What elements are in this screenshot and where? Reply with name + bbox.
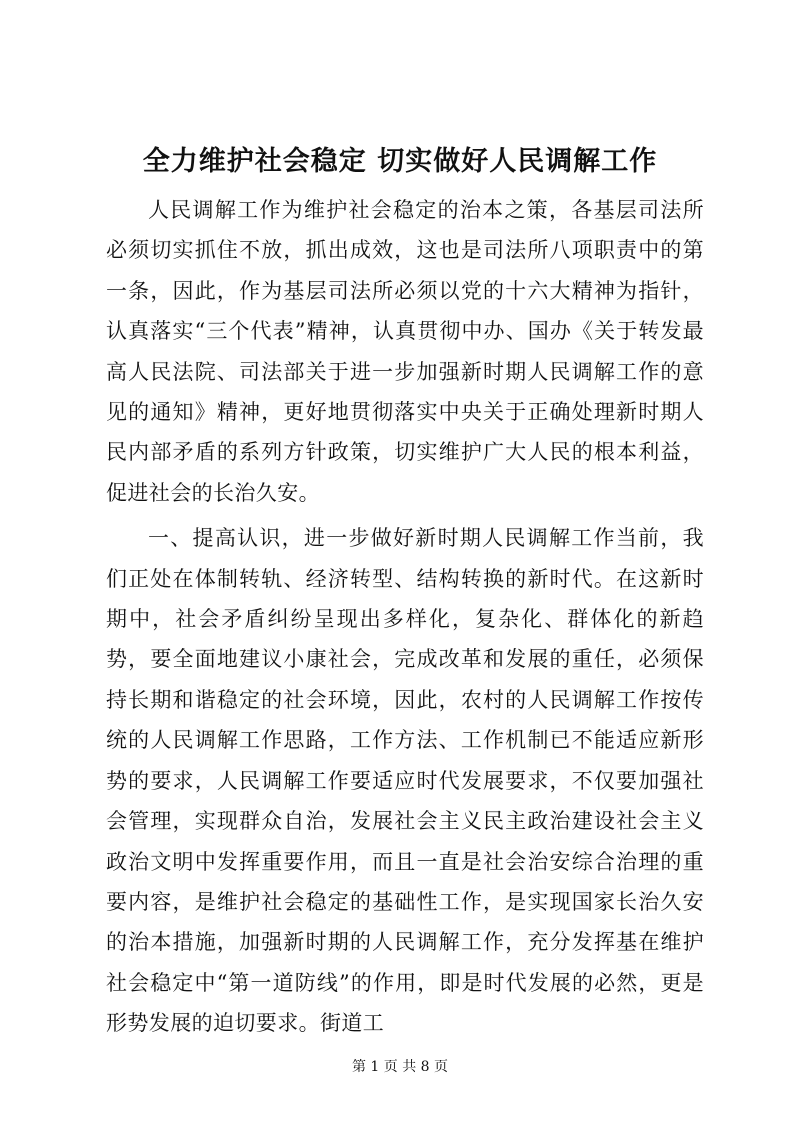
document-title: 全力维护社会稳定 切实做好人民调解工作 xyxy=(142,146,658,177)
document-body xyxy=(106,190,704,1049)
paragraph-intro: 人民调解工作为维护社会稳定的治本之策，各基层司法所必须切实抓住不放，抓出成效，这也是司法所八项职责中的第一条，因此，作为基层司法所必须以党的十六大精神为指针，认真落实“三个代表”精神，认真贯彻中办、国办《关于转发最高人民法院、司法部关于进一步加强新时期人民调解工作的意见的通知》精神，更好地贯彻落实中央关于正确处理新时期人民内部矛盾的系列方针政策，切实维护广大人民的根本利益，促进社会的长治久安。 xyxy=(106,198,704,505)
paragraph-section-one: 一、提高认识，进一步做好新时期人民调解工作当前，我们正处在体制转轨、经济转型、结构转换的新时代。在这新时期中，社会矛盾纠纷呈现出多样化，复杂化、群体化的新趋势，要全面地建议小康社会，完成改革和发展的重任，必须保持长期和谐稳定的社会环境，因此，农村的人民调解工作按传统的人民调解工作思路，工作方法、工作机制已不能适应新形势的要求，人民调解工作要适应时代发展要求，不仅要加强社会管理，实现群众自治，发展社会主义民主政治建设社会主义政治文明中发挥重要作用，而且一直是社会治安综合治理的重要内容，是维护社会稳定的基础性工作，是实现国家长治久安的治本措施，加强新时期的人民调解工作，充分发挥基在维护社会稳定中“第一道防线”的作用，即是时代发展的必然，更是形势发展的迫切要求。街道工 xyxy=(106,526,704,1036)
page-number-footer: 第 1 页 共 8 页 xyxy=(351,1059,449,1075)
